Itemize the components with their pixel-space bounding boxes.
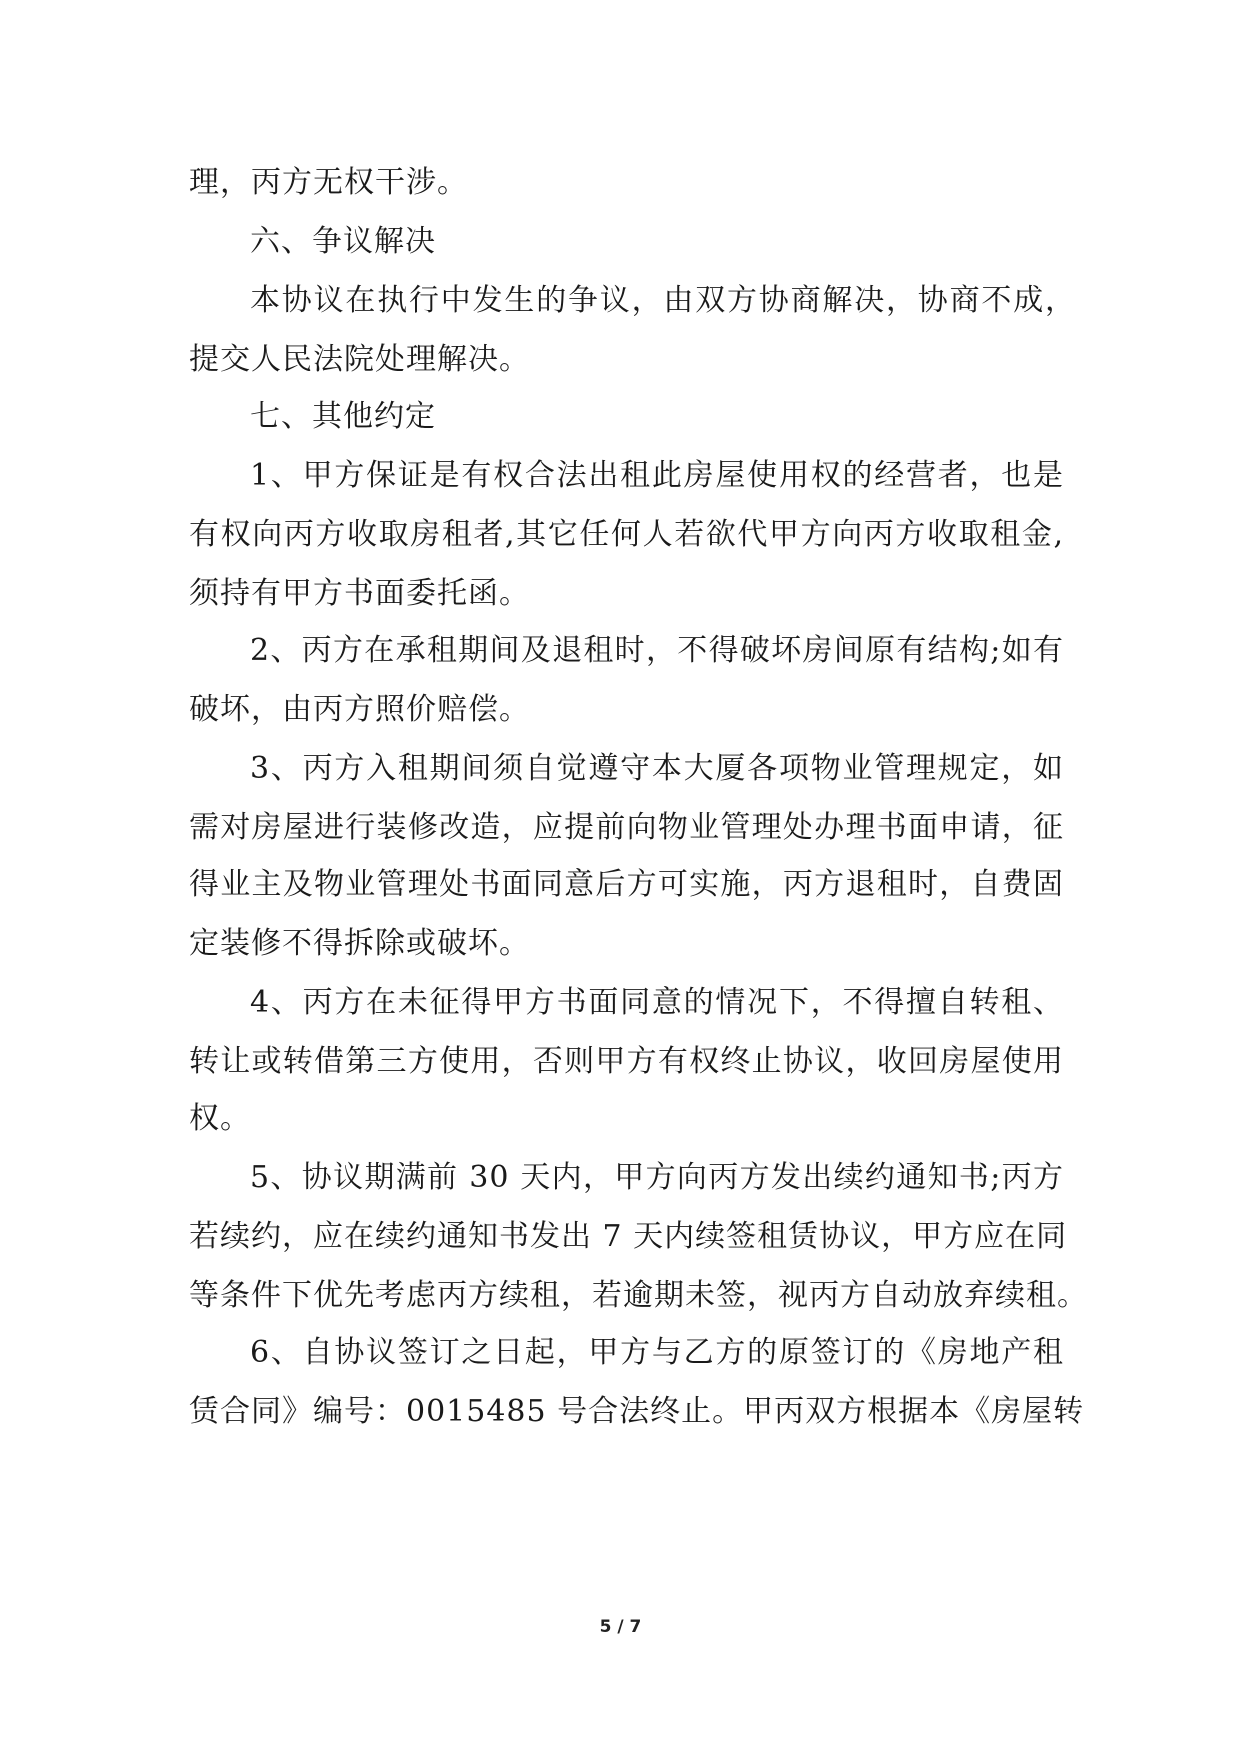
text-line: 理，丙方无权干涉。 [189, 165, 468, 200]
section-heading: 七、其他约定 [250, 399, 436, 434]
text-line: 转让或转借第三方使用，否则甲方有权终止协议，收回房屋使用 [189, 1044, 1064, 1079]
text-line: 须持有甲方书面委托函。 [189, 576, 530, 611]
text-line: 需对房屋进行装修改造，应提前向物业管理处办理书面申请，征 [189, 810, 1064, 845]
page-number: 5 / 7 [599, 1617, 642, 1637]
text-line: 等条件下优先考虑丙方续租，若逾期未签，视丙方自动放弃续租。 [189, 1278, 1088, 1313]
text-line: 得业主及物业管理处书面同意后方可实施，丙方退租时，自费固 [189, 867, 1064, 902]
text-line: 2、丙方在承租期间及退租时，不得破坏房间原有结构;如有 [250, 633, 1064, 668]
text-line: 5、协议期满前 30 天内，甲方向丙方发出续约通知书;丙方 [250, 1160, 1064, 1195]
text-line: 权。 [189, 1101, 251, 1136]
text-line: 3、丙方入租期间须自觉遵守本大厦各项物业管理规定，如 [250, 751, 1064, 786]
text-line: 本协议在执行中发生的争议，由双方协商解决，协商不成， [250, 283, 1076, 318]
text-line: 定装修不得拆除或破坏。 [189, 926, 530, 961]
text-line: 提交人民法院处理解决。 [189, 342, 530, 377]
text-line: 6、自协议签订之日起，甲方与乙方的原签订的《房地产租 [250, 1335, 1064, 1370]
text-line: 有权向丙方收取房租者,其它任何人若欲代甲方向丙方收取租金, [189, 517, 1064, 552]
text-line: 破坏，由丙方照价赔偿。 [189, 692, 530, 727]
text-line: 1、甲方保证是有权合法出租此房屋使用权的经营者，也是 [250, 458, 1064, 493]
text-line: 赁合同》编号：0015485 号合法终止。甲丙双方根据本《房屋转 [189, 1394, 1085, 1429]
text-line: 若续约，应在续约通知书发出 7 天内续签租赁协议，甲方应在同 [189, 1219, 1068, 1254]
section-heading: 六、争议解决 [250, 224, 436, 259]
text-line: 4、丙方在未征得甲方书面同意的情况下，不得擅自转租、 [250, 985, 1064, 1020]
